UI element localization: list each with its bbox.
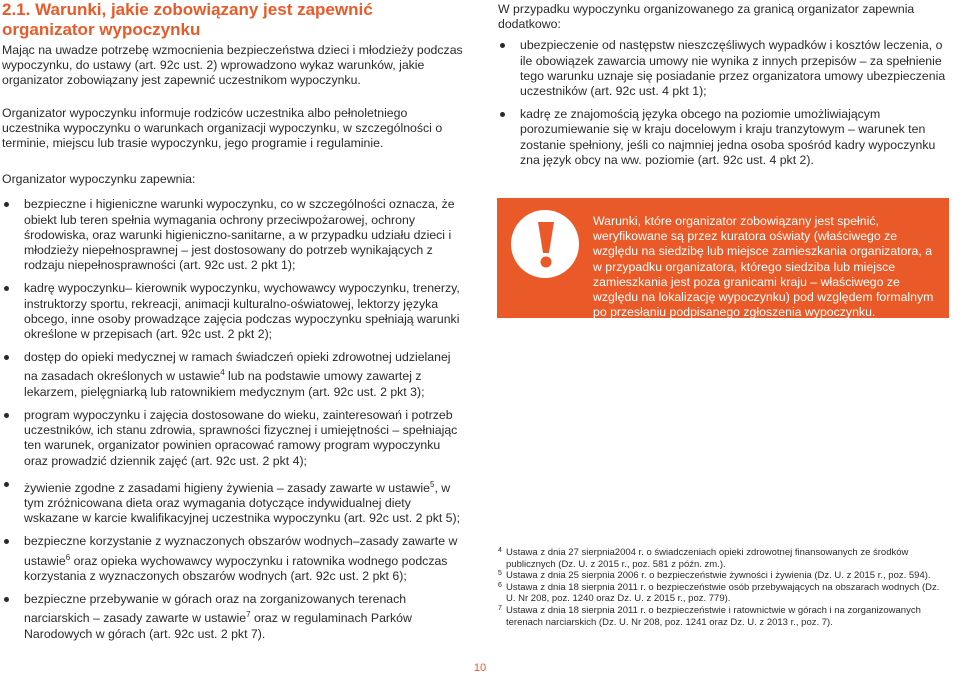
list-item: dostęp do opieki medycznej w ramach świadczeń opieki zdrowotnej udzielanej na zasadach określonych w ustawie$^4$ lub na podstawie umowy zawartej z lekarzem, pielęgniarką lub ratownikiem medycznym (art. 92c ust. 2 pkt 3);	[2, 350, 464, 400]
bullet-icon	[4, 597, 9, 602]
footnote: 4 Ustawa z dnia 27 sierpnia2004 r. o świadczeniach opieki zdrowotnej finansowanych ze środków publicznych (Dz. U. z 2015 r., poz. 581 z późn. zm.).	[498, 547, 909, 570]
footnote-ref[interactable]: 7	[246, 610, 251, 620]
footnote: 7 Ustawa z dnia 18 sierpnia 2011 r. o bezpieczeństwie i ratownictwie w górach i na zorganizowanych terenach narciarskich (Dz. U. Nr 208, poz. 1241 oraz Dz. U. z 2013 r., poz. 7).	[498, 604, 921, 628]
list-item: kadrę wypoczynku– kierownik wypoczynku, wychowawcy wypoczynku, trenerzy, instruktorzy sportu, rekreacji, animacji kulturalno-oświatowej, lektorzy języka obcego, inne osoby prowadzące zajęcia podczas wypoczynku spełniają warunki określone w przepisach (art. 92c ust. 2 pkt 2);	[2, 281, 464, 342]
footnote-ref[interactable]: 5	[430, 479, 435, 489]
bullet-icon	[4, 286, 9, 291]
bullet-icon	[500, 43, 505, 48]
section-heading: 2.1. Warunki, jakie zobowiązany jest zapewnić organizator wypoczynku	[2, 0, 373, 39]
page-number: 10	[473, 662, 487, 674]
right-column	[498, 0, 948, 176]
list-item: bezpieczne przebywanie w górach oraz na zorganizowanych terenach narciarskich – zasady zawarte w ustawie$^7$ oraz w regulaminach Parków Narodowych w górach (art. 92c ust. 2 pkt 7).	[2, 592, 464, 642]
exclamation-icon	[510, 209, 580, 279]
footnote-ref[interactable]: 6	[65, 552, 71, 562]
list-item: program wypoczynku i zajęcia dostosowane do wieku, zainteresowań i potrzeb uczestników, ich stanu zdrowia, sprawności fizycznej i umiejętności – spełniając ten warunek, organizator powinien opracować ramowy program wypoczynku oraz prowadzić dziennik zajęć (art. 92c ust. 2 pkt 4);	[2, 408, 464, 469]
info-parents-paragraph: Organizator wypoczynku informuje rodziców uczestnika albo pełnoletniego uczestnika wypoczynku o warunkach organizacji wypoczynku, w szczególności o terminie, miejscu lub trasie wypoczynku, jego programie i regulaminie.	[2, 105, 443, 151]
footnote: 6 Ustawa z dnia 18 sierpnia 2011 r. o bezpieczeństwie osób przebywających na obszarach wodnych (Dz. U. Nr 208, poz. 1240 oraz Dz. U. z 2015 r., poz. 779).	[498, 581, 940, 605]
provides-list	[2, 197, 464, 641]
list-item: bezpieczne korzystanie z wyznaczonych obszarów wodnych–zasady zawarte w ustawie$^6$ oraz opieka wychowawcy wypoczynku i ratownika wodnego podczas korzystania z wyznaczonych obszarów wodnych (art. 92c ust. 2 pkt 6);	[2, 534, 464, 584]
bullet-icon	[4, 355, 9, 360]
abroad-list	[498, 38, 948, 168]
footnote: 5 Ustawa z dnia 25 sierpnia 2006 r. o bezpieczeństwie żywności i żywienia (Dz. U. z 2015 r., poz. 594).	[498, 570, 931, 582]
list-item: bezpieczne i higieniczne warunki wypoczynku, co w szczególności oznacza, że obiekt lub teren spełnia wymagania ochrony przeciwpożarowej, ochrony środowiska, oraz warunki higieniczno-sanitarne, a w przypadku udziału dzieci i młodzieży niepełnosprawnej – jest dostosowany do potrzeb wynikających z rodzaju niepełnosprawności (art. 92c ust. 2 pkt 1);	[2, 197, 464, 273]
bullet-icon	[4, 413, 9, 418]
warning-box	[497, 198, 949, 318]
list-item: ubezpieczenie od następstw nieszczęśliwych wypadków i kosztów leczenia, o ile obowiązek zawarcia umowy nie wynika z innych przepisów – za spełnienie tego warunku uznaje się posiadanie przez organizatora umowy ubezpieczenia uczestników (art. 92c ust. 4 pkt 1);	[498, 38, 948, 99]
intro-paragraph: Mając na uwadze potrzebę wzmocnienia bezpieczeństwa dzieci i młodzieży podczas wypoczynku, do ustawy (art. 92c ust. 2) wprowadzono wykaz warunków, jakie organizator zobowiązany jest zapewnić uczestnikom wypoczynku.	[2, 43, 463, 88]
bullet-icon	[4, 539, 9, 544]
warning-text: Warunki, które organizator zobowiązany jest spełnić, weryfikowane są przez kuratora oświaty (właściwego ze względu na siedzibę lub miejsce zamieszkania organizatora, a w przypadku organizatora, którego siedziba lub miejsce zamieszkania jest poza granicami kraju – właściwego ze względu na lokalizację wypoczynku) pod względem formalnym po przesłaniu podpisanego zgłoszenia wypoczynku.	[593, 214, 934, 320]
bullet-icon	[4, 482, 9, 487]
abroad-intro: W przypadku wypoczynku organizowanego za granicą organizator zapewnia dodatkowo:	[498, 2, 915, 32]
bullet-icon	[500, 112, 505, 117]
footnotes	[498, 547, 948, 628]
left-column	[2, 0, 464, 650]
provides-label: Organizator wypoczynku zapewnia:	[2, 172, 196, 187]
bullet-icon	[4, 202, 9, 207]
footnote-ref[interactable]: 4	[220, 368, 225, 378]
list-item: żywienie zgodne z zasadami higieny żywienia – zasady zawarte w ustawie$^5$, w tym zróżnicowana dieta oraz wymagania dotyczące indywidualnej diety wskazane w karcie kwalifikacyjnej uczestnika wypoczynku (art. 92c ust. 2 pkt 5);	[2, 477, 464, 527]
list-item: kadrę ze znajomością języka obcego na poziomie umożliwiającym porozumiewanie się w kraju docelowym i kraju tranzytowym – warunek ten zostanie spełniony, jeśli co najmniej jedna osoba spośród kadry wypoczynku zna język obcy na ww. poziomie (art. 92c ust. 4 pkt 2).	[498, 107, 948, 168]
